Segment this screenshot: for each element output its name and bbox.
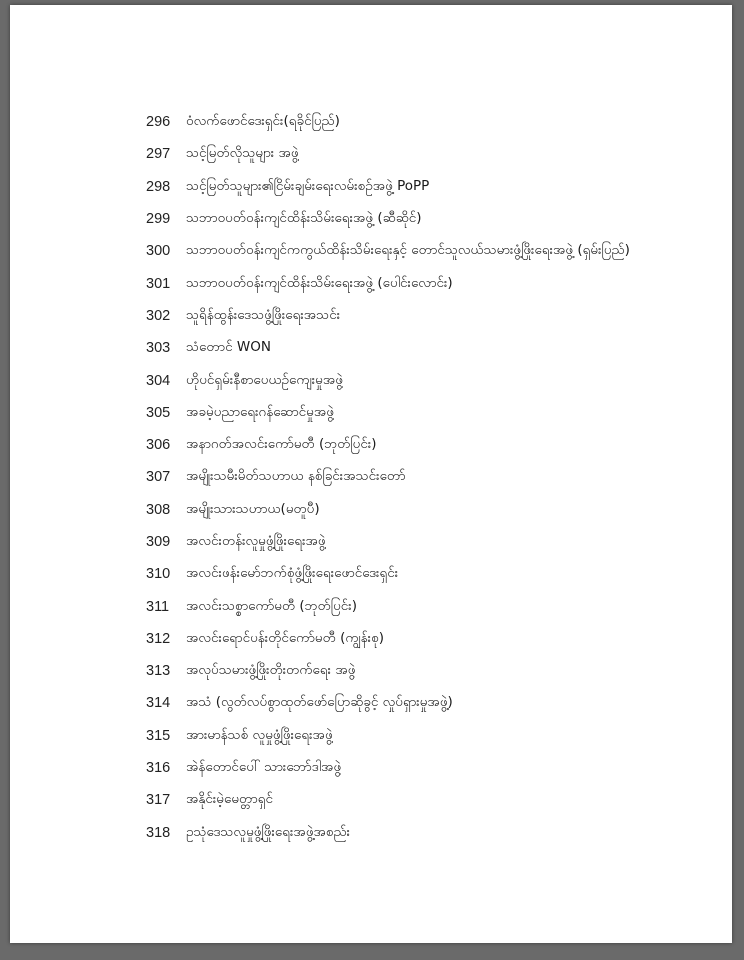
list-item [146,300,726,332]
list-item [146,364,726,396]
organization-name: ဥသုံဒေသလူမှုဖွံ့ဖြိုးရေးအဖွဲ့အစည်း [186,823,351,840]
entry-number: 299 [146,211,171,228]
organization-name: အခမဲ့ပညာရေးဂန်ဆောင်မှုအဖွဲ့ [186,403,334,420]
list-item [146,106,726,138]
entry-number: 306 [146,437,171,454]
entry-number: 311 [146,598,170,615]
entry-number: 301 [146,275,171,292]
entry-number: 309 [146,534,171,550]
organization-name: အလင်းတန်းလူမှုဖွံ့ဖြိုးရေးအဖွဲ့ [186,533,326,549]
organization-name: သဘာဝပတ်ဝန်းကျင်ထိန်းသိမ်းရေးအဖွဲ့ (ဆီဆိုင်) [186,210,422,227]
list-item [146,429,726,461]
list-item [146,720,726,752]
document-page [10,5,732,943]
list-item [146,171,726,203]
list-item [146,267,726,299]
list-item [146,752,726,784]
entry-number: 304 [146,372,171,389]
list-item [146,203,726,235]
organization-name: အနာဂတ်အလင်းကော်မတီ (ဘုတ်ပြင်း) [186,436,377,453]
organization-name: အမျိုးသားသဟာယ(မတူပီ) [186,500,320,517]
organization-name: သူရိန်ထွန်းဒေသဖွံ့ဖြိုးရေးအသင်း [186,306,341,323]
organization-name: အမျိုးသမီးမိတ်သဟာယ နစ်ခြင်းအသင်းတော် [186,468,406,485]
organization-name: အသံ (လွတ်လပ်စွာထုတ်ဖော်ပြောဆိုခွင့် လှုပ်ရှားမှုအဖွဲ့) [186,694,453,711]
list-item [146,138,726,170]
entry-number: 314 [146,695,171,712]
entry-number: 317 [146,792,171,809]
organization-name: အလင်းဖန်းမော်ဘက်စုံဖွံ့ဖြိုးရေးဖောင်ဒေးရှင်း [186,565,399,582]
list-item [146,397,726,429]
entry-number: 300 [146,243,171,260]
organization-name: အလင်းရောင်ပန်းတိုင်ကော်မတီ (ကျွန်းစု) [186,629,384,646]
list-item [146,461,726,493]
list-item [146,494,726,526]
list-item [146,817,726,849]
list-item [146,784,726,816]
list-item [146,623,726,655]
organization-name: ဟိုပင်ရှမ်းနီစာပေယဉ်ကျေးမှုအဖွဲ့ [186,371,343,388]
entry-number: 296 [146,114,171,131]
organization-name: အားမာန်သစ် လူမှုဖွံ့ဖြိုးရေးအဖွဲ့ [186,726,333,743]
entry-number: 303 [146,340,171,357]
organization-name: အလင်းသစ္စာကော်မတီ (ဘုတ်ပြင်း) [186,597,357,614]
entry-number: 315 [146,727,171,744]
list-item [146,558,726,590]
list-item [146,687,726,719]
organization-name: သဘာဝပတ်ဝန်းကျင်ထိန်းသိမ်းရေးအဖွဲ့ (ပေါင်းလောင်း) [186,274,453,291]
entry-number: 313 [146,663,171,680]
list-item [146,590,726,622]
list-item [146,655,726,687]
list-item [146,235,726,267]
organization-name: သံတောင် WON [186,339,271,356]
entry-number: 302 [146,307,171,324]
entry-number: 312 [146,630,171,647]
organization-name: အနိုင်းမဲ့မေတ္တာရှင် [186,791,273,808]
entry-number: 307 [146,469,171,486]
entry-number: 308 [146,501,171,518]
organization-name: သင့်မြတ်လိုသူများ အဖွဲ့ [186,145,299,162]
organization-list [146,106,726,849]
entry-number: 298 [146,178,171,195]
entry-number: 305 [146,404,171,421]
organization-name: အလုပ်သမားဖွံ့ဖြိုးတိုးတက်ရေး အဖွဲ့ [186,662,356,679]
organization-name: အဲန်တောင်ပေါ် သားဘော်ဒါအဖွဲ့ [186,759,342,776]
entry-number: 318 [146,824,171,841]
organization-name: ဝံလက်ဖောင်ဒေးရှင်း(ရခိုင်ပြည်) [186,113,340,130]
list-item [146,526,726,558]
list-item [146,332,726,364]
entry-number: 316 [146,760,171,777]
organization-name: သင့်မြတ်သူများ၏ငြိမ်းချမ်းရေးလမ်းစဉ်အဖွဲ့ PoPP [186,177,430,194]
entry-number: 310 [146,566,171,583]
entry-number: 297 [146,146,171,163]
organization-name: သဘာဝပတ်ဝန်းကျင်ကကွယ်ထိန်းသိမ်းရေးနှင့် တောင်သူလယ်သမားဖွံ့ဖြိုးရေးအဖွဲ့ (ရှမ်းပြည်) [186,242,630,259]
